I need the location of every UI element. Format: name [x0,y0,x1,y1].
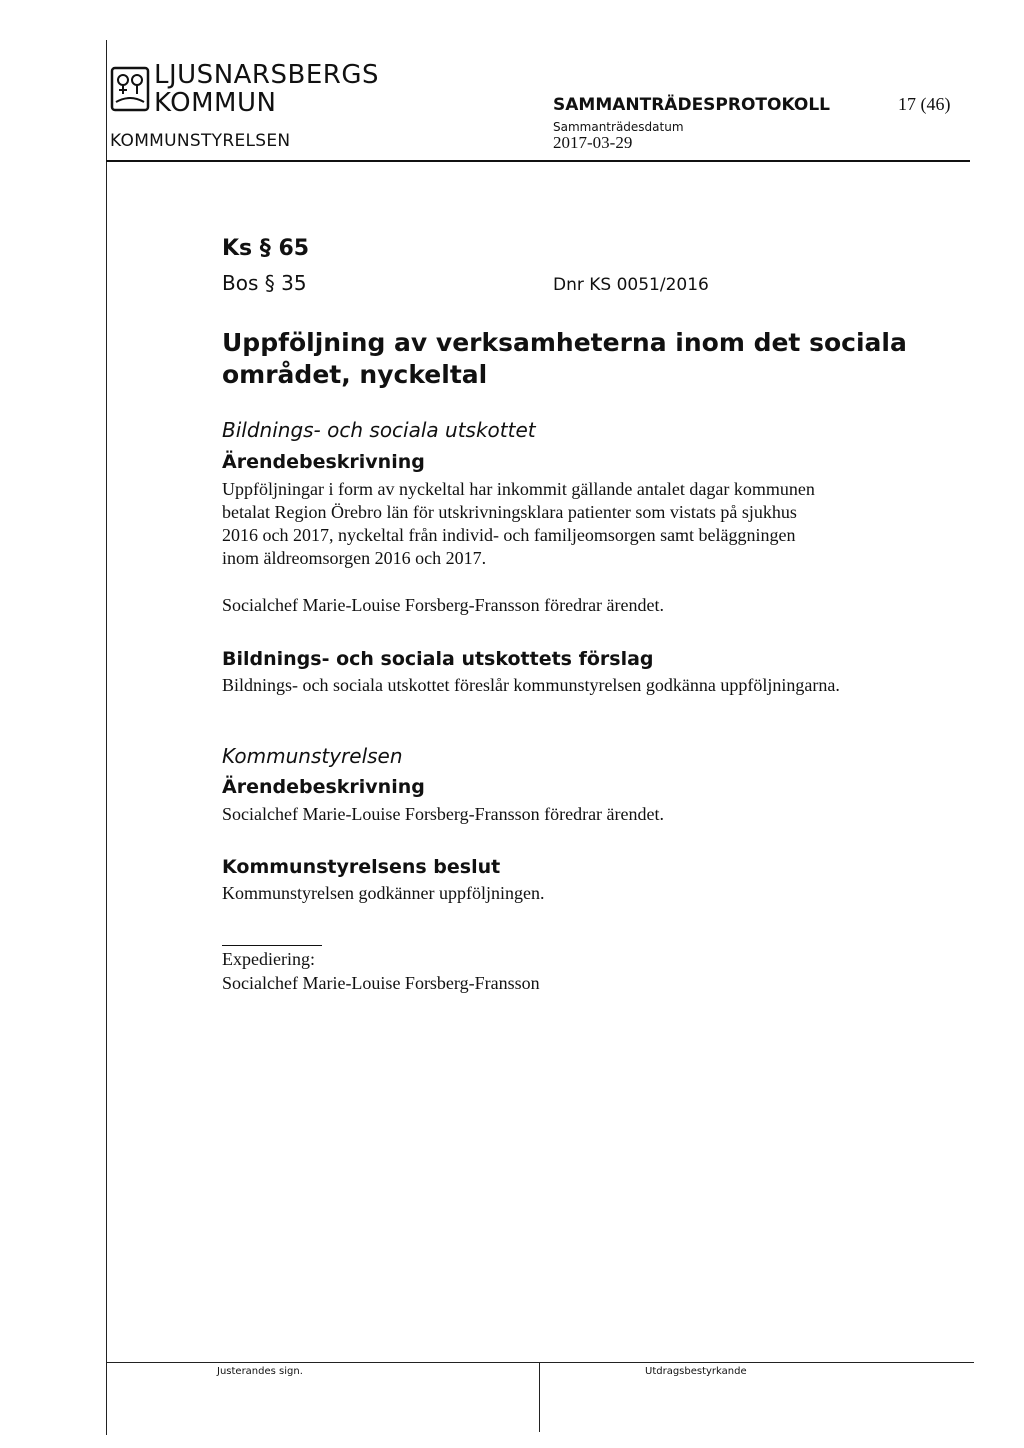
header-divider [106,160,970,162]
footer-divider [106,1362,974,1363]
footer-column-divider [539,1362,540,1432]
left-margin-rule [106,40,107,1435]
paragraph-line: inom äldreomsorgen 2016 och 2017. [222,548,487,568]
signature-label: Justerandes sign. [217,1366,303,1377]
committee-name: Bildnings- och sociala utskottet [222,418,536,442]
board-decision: Kommunstyrelsen godkänner uppföljningen. [222,883,545,903]
org-name-line2: KOMMUN [154,88,277,118]
presenter-note: Socialchef Marie-Louise Forsberg-Fransson föredrar ärendet. [222,595,665,615]
section-heading: Kommunstyrelsens beslut [222,856,501,878]
page-title: Uppföljning av verksamheterna inom det sociala området, nyckeltal [222,328,907,389]
committee-proposal: Bildnings- och sociala utskottet föreslår kommunstyrelsen godkänna uppföljningarna. [222,675,840,695]
date-label: Sammanträdesdatum [553,120,684,134]
distribution-label: Expediering: [222,949,315,969]
presenter-note: Socialchef Marie-Louise Forsberg-Fransson föredrar ärendet. [222,804,665,824]
municipal-crest-icon [110,66,150,112]
ks-paragraph-ref: Ks § 65 [222,236,310,261]
board-name: KOMMUNSTYRELSEN [110,131,291,151]
certification-label: Utdragsbestyrkande [645,1366,747,1377]
paragraph-line: betalat Region Örebro län för utskrivningsklara patienter som vistats på sjukhus [222,502,797,522]
case-description [222,478,922,570]
paragraph-line: 2016 och 2017, nyckeltal från individ- och familjeomsorgen samt beläggningen [222,525,796,545]
paragraph-line: Uppföljningar i form av nyckeltal har inkommit gällande antalet dagar kommunen [222,479,815,499]
distribution-rule [222,945,322,946]
committee-name: Kommunstyrelsen [222,744,403,768]
section-heading: Ärendebeskrivning [222,451,425,473]
section-heading: Ärendebeskrivning [222,776,425,798]
distribution-recipient: Socialchef Marie-Louise Forsberg-Fransson [222,973,540,993]
meeting-date: 2017-03-29 [553,133,633,152]
org-name-line1: LJUSNARSBERGS [154,60,379,90]
bos-paragraph-ref: Bos § 35 [222,271,307,295]
document-type: SAMMANTRÄDESPROTOKOLL [553,95,831,115]
diary-number: Dnr KS 0051/2016 [553,275,709,295]
page-number: 17 (46) [898,94,951,114]
section-heading: Bildnings- och sociala utskottets förslag [222,648,654,670]
